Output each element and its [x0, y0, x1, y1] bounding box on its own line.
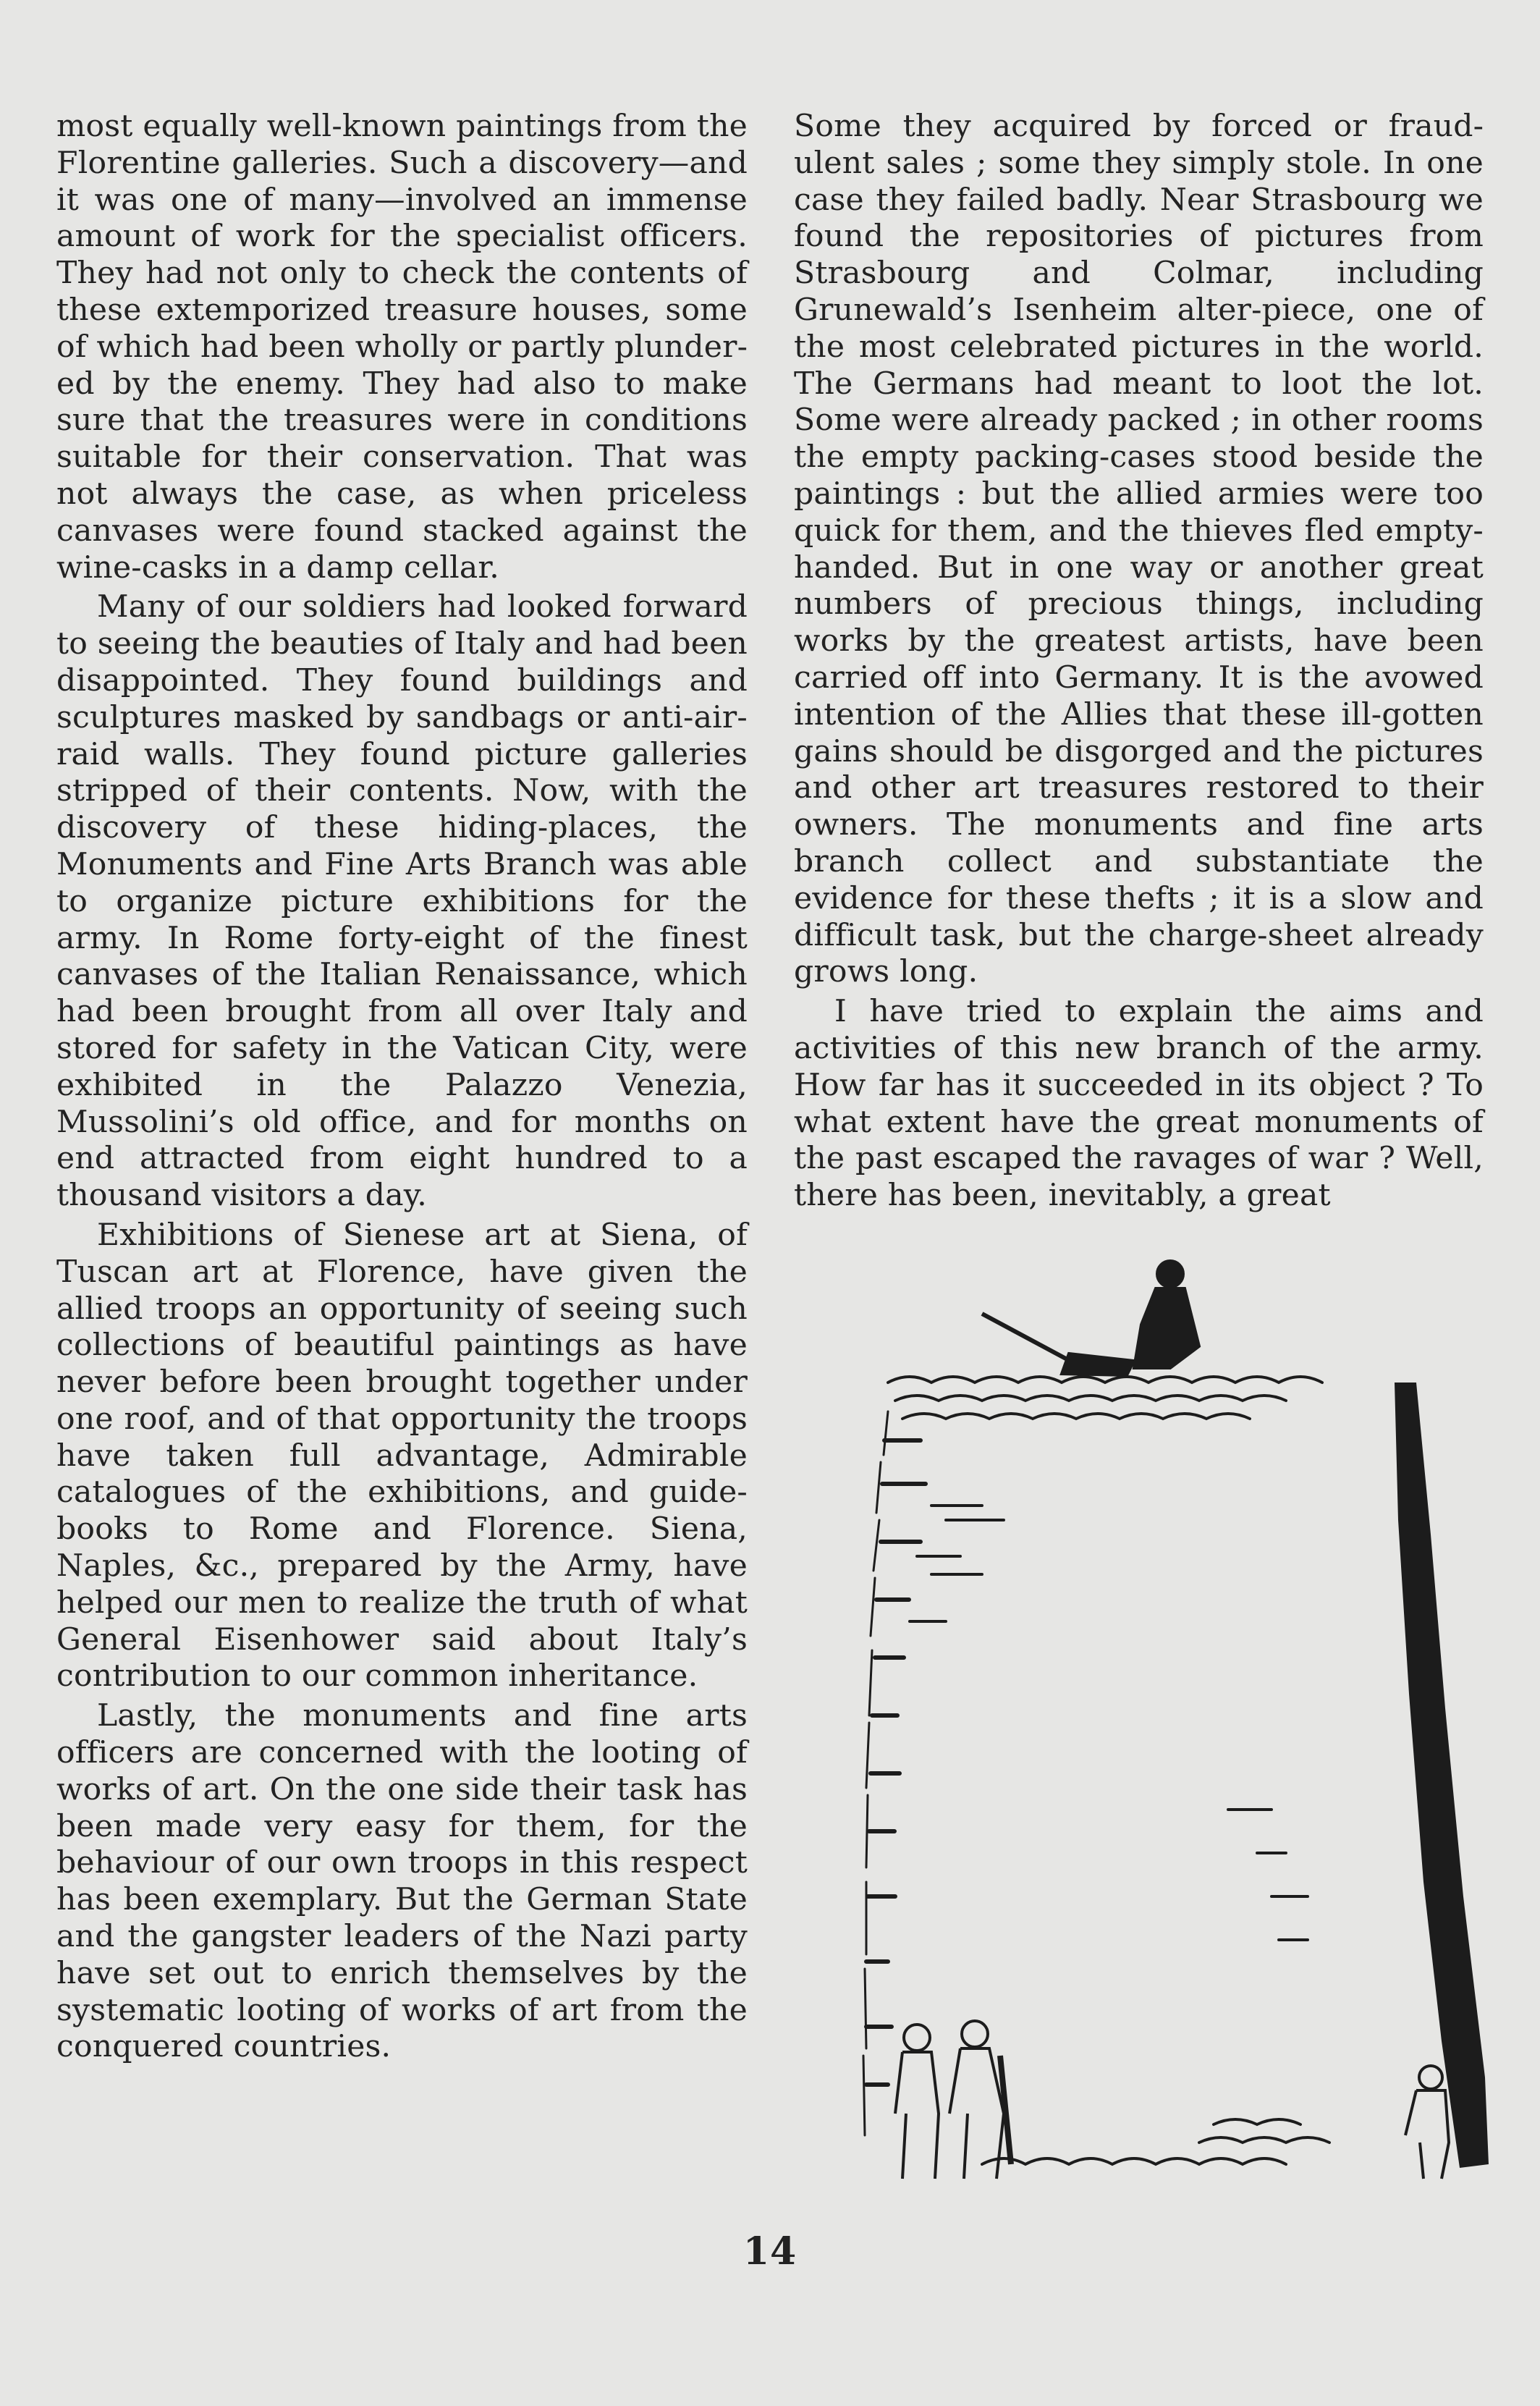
paragraph: I have tried to explain the aims and activities of this new branch of the army. How far has it succeeded in its object ? To what extent have the great monuments of the past escaped the ravages of war ? Well, there has been, inevitably, a great	[794, 994, 1484, 1214]
sandbag-row	[895, 1396, 1286, 1401]
paragraph: most equally well-known paintings from the Florentine galleries. Such a discovery—and it was one of many—involved an immense amount of work for the specialist officers. They had not only to check the contents of these extemporized treasure houses, some of which had been wholly or partly plundered by the enemy. They had also to make sure that the treasures were in conditions suitable for their conservation. That was not always the case, as when priceless canvases were found stacked against the wine-casks in a damp cellar.	[56, 109, 748, 586]
wall-shadow	[1395, 1383, 1489, 2168]
paragraph: Many of our soldiers had looked forward to seeing the beauties of Italy and had been disappointed. They found buildings and sculptures masked by sandbags or anti-air-raid walls. They found picture galleries stripped of their contents. Now, with the discovery of these hiding-places, the Monuments and Fine Arts Branch was able to organize picture exhibitions for the army. In Rome forty-eight of the finest canvases of the Italian Renaissance, which had been brought from all over Italy and stored for safety in the Vatican City, were exhibited in the Palazzo Venezia, Mussolini’s old office, and for months on end attracted from eight hundred to a thousand visitors a day.	[56, 589, 748, 1214]
illustration-drawing	[794, 1245, 1489, 2186]
sandbag-row	[982, 2158, 1286, 2164]
sandbag-row	[888, 1377, 1322, 1383]
soldier-on-wall	[982, 1261, 1199, 1375]
sandbag-row	[902, 1414, 1250, 1419]
paragraph: Lastly, the monuments and fine arts officers are concerned with the looting of works of art. On the one side their task has been made very easy for them, for the behaviour of our own troops in this respect has been exemplary. But the German State and the gangster leaders of the Nazi party have set out to enrich themselves by the systematic looting of works of art from the conquered countries.	[56, 1698, 748, 2065]
wall-stone	[866, 1440, 926, 2085]
sandbag-row	[1199, 2119, 1329, 2143]
page-number: 14	[742, 2229, 798, 2274]
wall-stone	[910, 1506, 1308, 1940]
paragraph: Some they acquired by forced or fraudulent sales ; some they simply stole. In one case they failed badly. Near Strasbourg we found the repositories of pictures from Strasbourg and Colmar, including Grunewald’s Isenheim alter-piece, one of the most celebrated pictures in the world. The Germans had meant to loot the lot. Some were already packed ; in other rooms the empty packing-cases stood beside the paintings : but the allied armies were too quick for them, and the thieves fled empty-handed. But in one way or another great numbers of precious things, including works by the greatest artists, have been carried off into Germany. It is the avowed intention of the Allies that these ill-gotten gains should be disgorged and the pictures and other art treasures restored to their owners. The monuments and fine arts branch collect and substantiate the evidence for these thefts ; it is a slow and difficult task, but the charge-sheet already grows long.	[794, 109, 1484, 990]
sandbag-wall-illustration	[794, 1245, 1489, 2186]
right-column	[794, 109, 1484, 1215]
soldiers-group	[895, 2021, 1449, 2179]
left-column	[56, 109, 748, 2066]
paragraph: Exhibitions of Sienese art at Siena, of Tuscan art at Florence, have given the allied troops an opportunity of seeing such collections of beautiful paintings as have never before been brought together under one roof, and of that opportunity the troops have taken full advantage, Admirable catalogues of the exhibitions, and guide-books to Rome and Florence. Siena, Naples, &c., prepared by the Army, have helped our men to realize the truth of what General Eisenhower said about Italy’s contribution to our common inheritance.	[56, 1217, 748, 1694]
